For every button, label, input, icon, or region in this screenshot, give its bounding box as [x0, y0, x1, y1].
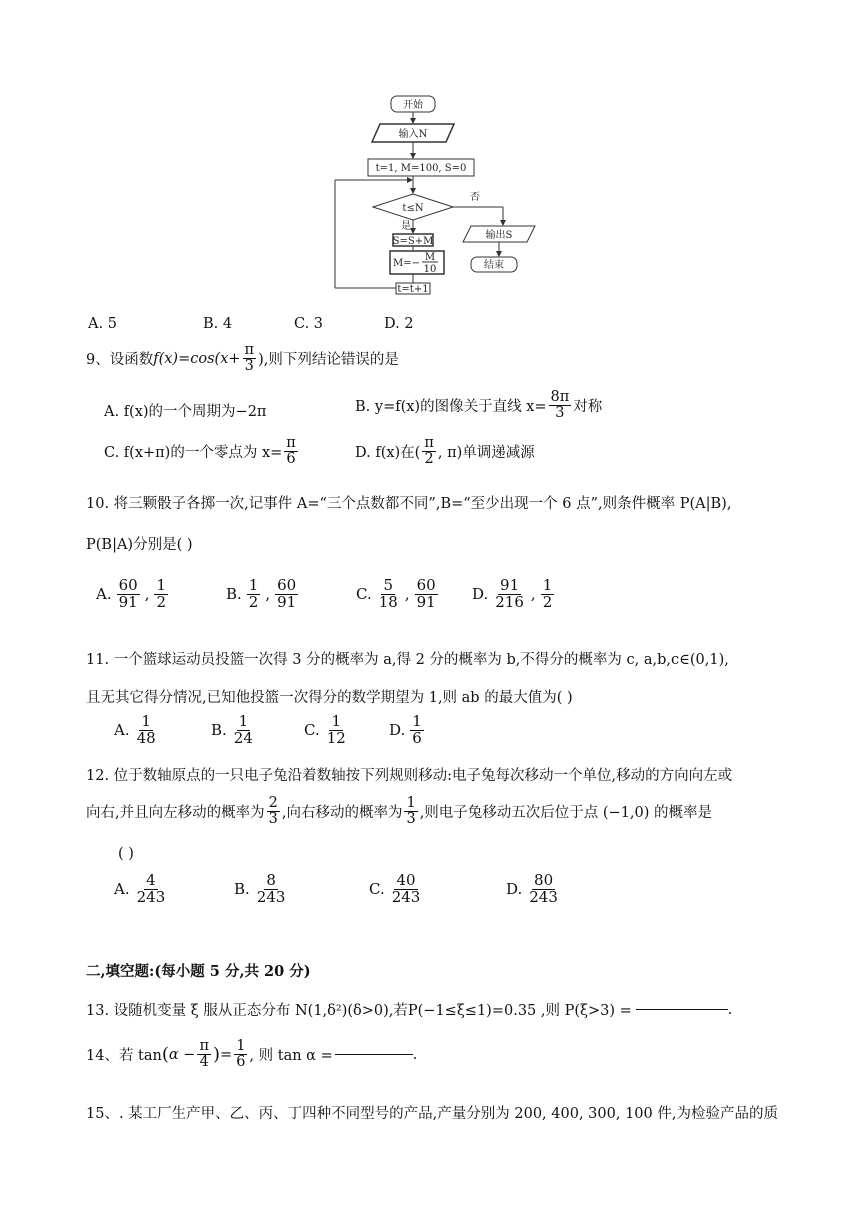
q12-line1: 12. 位于数轴原点的一只电子兔沿着数轴按下列规则移动:电子兔每次移动一个单位,移动的方向向左或 — [86, 768, 733, 784]
q14-answer-blank[interactable] — [335, 1054, 413, 1055]
flow-no-label: 否 — [470, 192, 480, 203]
q13-text: 13. 设随机变量 ξ 服从正态分布 N(1,δ²)(δ>0),若P(−1≤ξ≤1)=0.35 ,则 P(ξ>3) = — [86, 1003, 632, 1019]
q11-options — [114, 714, 426, 747]
q14: 14、若 tan ( α − $\frac{\pi}{4}$ ) = $\frac{1}{6}$ , 则 tan α = . — [86, 1038, 418, 1071]
q13-answer-blank[interactable] — [636, 1009, 728, 1010]
q11-line1: 11. 一个篮球运动员投篮一次得 3 分的概率为 a,得 2 分的概率为 b,不得分的概率为 c, a,b,c∈(0,1), — [86, 652, 729, 668]
q10-options — [96, 578, 556, 611]
flow-step2-den: 10 — [423, 264, 437, 275]
q11-line2: 且无其它得分情况,已知他投篮一次得分的数学期望为 1,则 ab 的最大值为( ) — [86, 690, 573, 706]
q11-option-c: C. $\frac{1}{12}$ — [304, 712, 346, 747]
flow-step2-lhs: M=− — [393, 258, 420, 269]
flow-yes-label: 是 — [401, 221, 411, 232]
flow-decision-label: t≤N — [402, 203, 424, 214]
q10-line2: P(B|A)分别是( ) — [86, 537, 193, 553]
flow-step3-label: t=t+1 — [397, 284, 429, 295]
q9-option-a: A. f(x)的一个周期为−2π — [104, 404, 267, 420]
q9-option-b: B. y=f(x)的图像关于直线 x= $\frac{8\pi}{3}$ 对称 — [355, 389, 603, 422]
q8-option-d: D. 2 — [384, 316, 414, 332]
q9-stem-func: f(x)=cos(x+ — [153, 350, 241, 367]
flow-end-label: 结束 — [484, 260, 504, 271]
section2-heading: 二,填空题:(每小题 5 分,共 20 分) — [86, 963, 311, 980]
q11-option-a: A. $\frac{1}{48}$ — [114, 712, 156, 747]
q10-option-a: A. $\frac{60}{91}$ , $\frac{1}{2}$ — [96, 576, 167, 611]
q12-options — [114, 873, 562, 906]
flow-output-label: 输出S — [485, 230, 513, 241]
q12-option-c: C. $\frac{40}{243}$ — [369, 871, 421, 906]
q12-option-d: D. $\frac{80}{243}$ — [506, 871, 558, 906]
flowchart — [330, 92, 560, 298]
q12-option-a: A. $\frac{4}{243}$ — [114, 871, 166, 906]
q10-line1: 10. 将三颗骰子各掷一次,记事件 A=“三个点数都不同”,B=“至少出现一个 6 点”,则条件概率 P(A|B), — [86, 496, 732, 512]
flow-step1-label: S=S+M — [392, 236, 434, 247]
q12-line2: 向右,并且向左移动的概率为 $\frac{2}{3}$ ,向右移动的概率为 $\frac{1}{3}$ ,则电子兔移动五次后位于点 (−1,0) 的概率是 — [86, 795, 713, 828]
flow-start-label: 开始 — [403, 100, 423, 111]
q8-option-a: A. 5 — [88, 316, 117, 332]
flow-init-label: t=1, M=100, S=0 — [375, 163, 467, 174]
q11-option-b: B. $\frac{1}{24}$ — [211, 712, 253, 747]
q10-option-d: D. $\frac{91}{216}$ , $\frac{1}{2}$ — [472, 576, 553, 611]
q9-stem-pre: 9、设函数 — [86, 352, 154, 369]
q15-text: 15、. 某工厂生产甲、乙、丙、丁四种不同型号的产品,产量分别为 200, 400, 300, 100 件,为检验产品的质 — [86, 1106, 778, 1122]
q9-option-d: D. f(x)在( $\frac{\pi}{2}$ , π)单调递减源 — [355, 435, 535, 468]
q9-option-c: C. f(x+π)的一个零点为 x= $\frac{\pi}{6}$ — [104, 435, 296, 468]
q12-line3: ( ) — [118, 846, 134, 862]
q8-option-b: B. 4 — [203, 316, 233, 332]
q10-option-c: C. $\frac{5}{18}$ , $\frac{60}{91}$ — [356, 576, 436, 611]
flow-step2-num: M — [424, 252, 436, 263]
q12-option-b: B. $\frac{8}{243}$ — [234, 871, 286, 906]
q11-option-d: D. $\frac{1}{6}$ — [389, 712, 422, 747]
q13: 13. 设随机变量 ξ 服从正态分布 N(1,δ²)(δ>0),若P(−1≤ξ≤1)=0.35 ,则 P(ξ>3) = . — [86, 999, 732, 1020]
q9-stem-fraction: $\frac{\pi}{3}$ — [244, 342, 255, 375]
q9-stem-post: ),则下列结论错误的是 — [258, 352, 399, 369]
q10-option-b: B. $\frac{1}{2}$ , $\frac{60}{91}$ — [226, 576, 297, 611]
q8-option-c: C. 3 — [294, 316, 324, 332]
flow-input-label: 输入N — [398, 129, 428, 140]
q9-stem — [86, 343, 399, 374]
